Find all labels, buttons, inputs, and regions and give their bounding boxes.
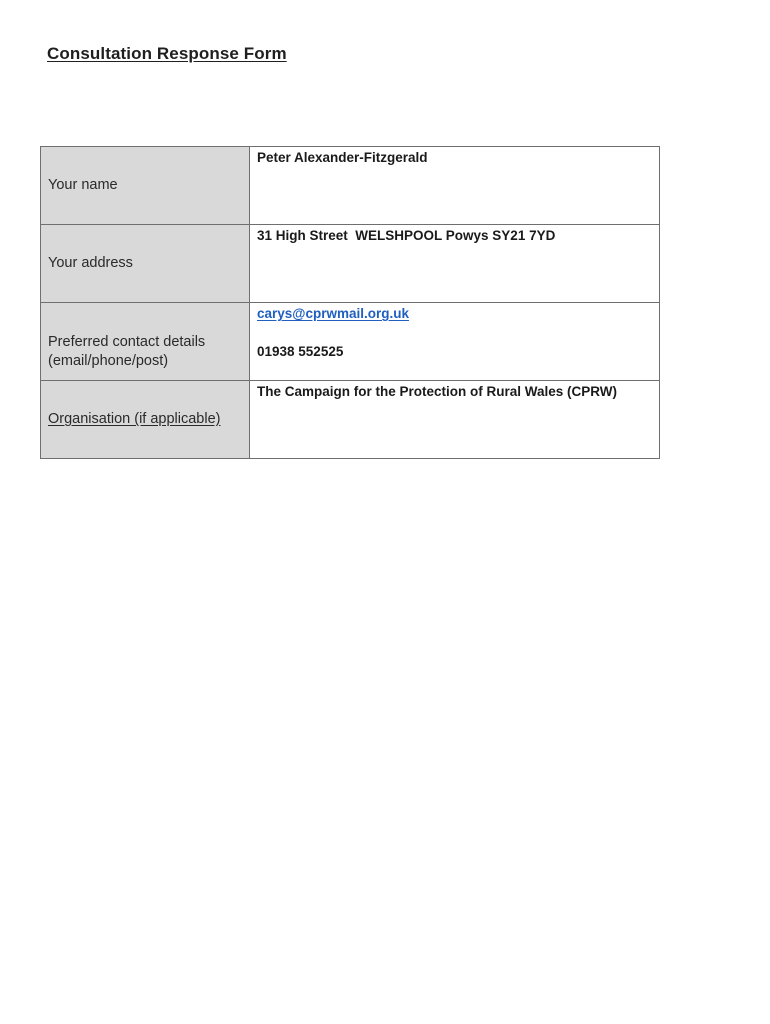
page-title: Consultation Response Form (47, 44, 287, 63)
label-contact-details-line2: (email/phone/post) (48, 352, 169, 369)
response-table (40, 146, 660, 459)
value-cell-name (250, 147, 660, 225)
value-your-name: Peter Alexander-Fitzgerald (257, 150, 428, 165)
label-cell-address (41, 225, 250, 303)
value-cell-organisation (250, 381, 660, 459)
table-row-address (41, 225, 660, 303)
table-row-contact (41, 303, 660, 381)
value-cell-contact (250, 303, 660, 381)
label-cell-contact (41, 303, 250, 381)
email-link[interactable]: carys@cprwmail.org.uk (257, 306, 409, 321)
label-organisation: Organisation (if applicable) (48, 411, 221, 427)
table-row-organisation (41, 381, 660, 459)
value-cell-address (250, 225, 660, 303)
label-cell-organisation (41, 381, 250, 459)
label-contact-details-line1: Preferred contact details (48, 333, 206, 350)
value-your-address: 31 High Street WELSHPOOL Powys SY21 7YD (257, 228, 556, 243)
table-row-name (41, 147, 660, 225)
label-cell-name (41, 147, 250, 225)
value-organisation: The Campaign for the Protection of Rural Wales (CPRW) (257, 384, 618, 399)
value-phone: 01938 552525 (257, 344, 344, 359)
label-your-address: Your address (48, 255, 133, 271)
label-your-name: Your name (48, 177, 118, 193)
